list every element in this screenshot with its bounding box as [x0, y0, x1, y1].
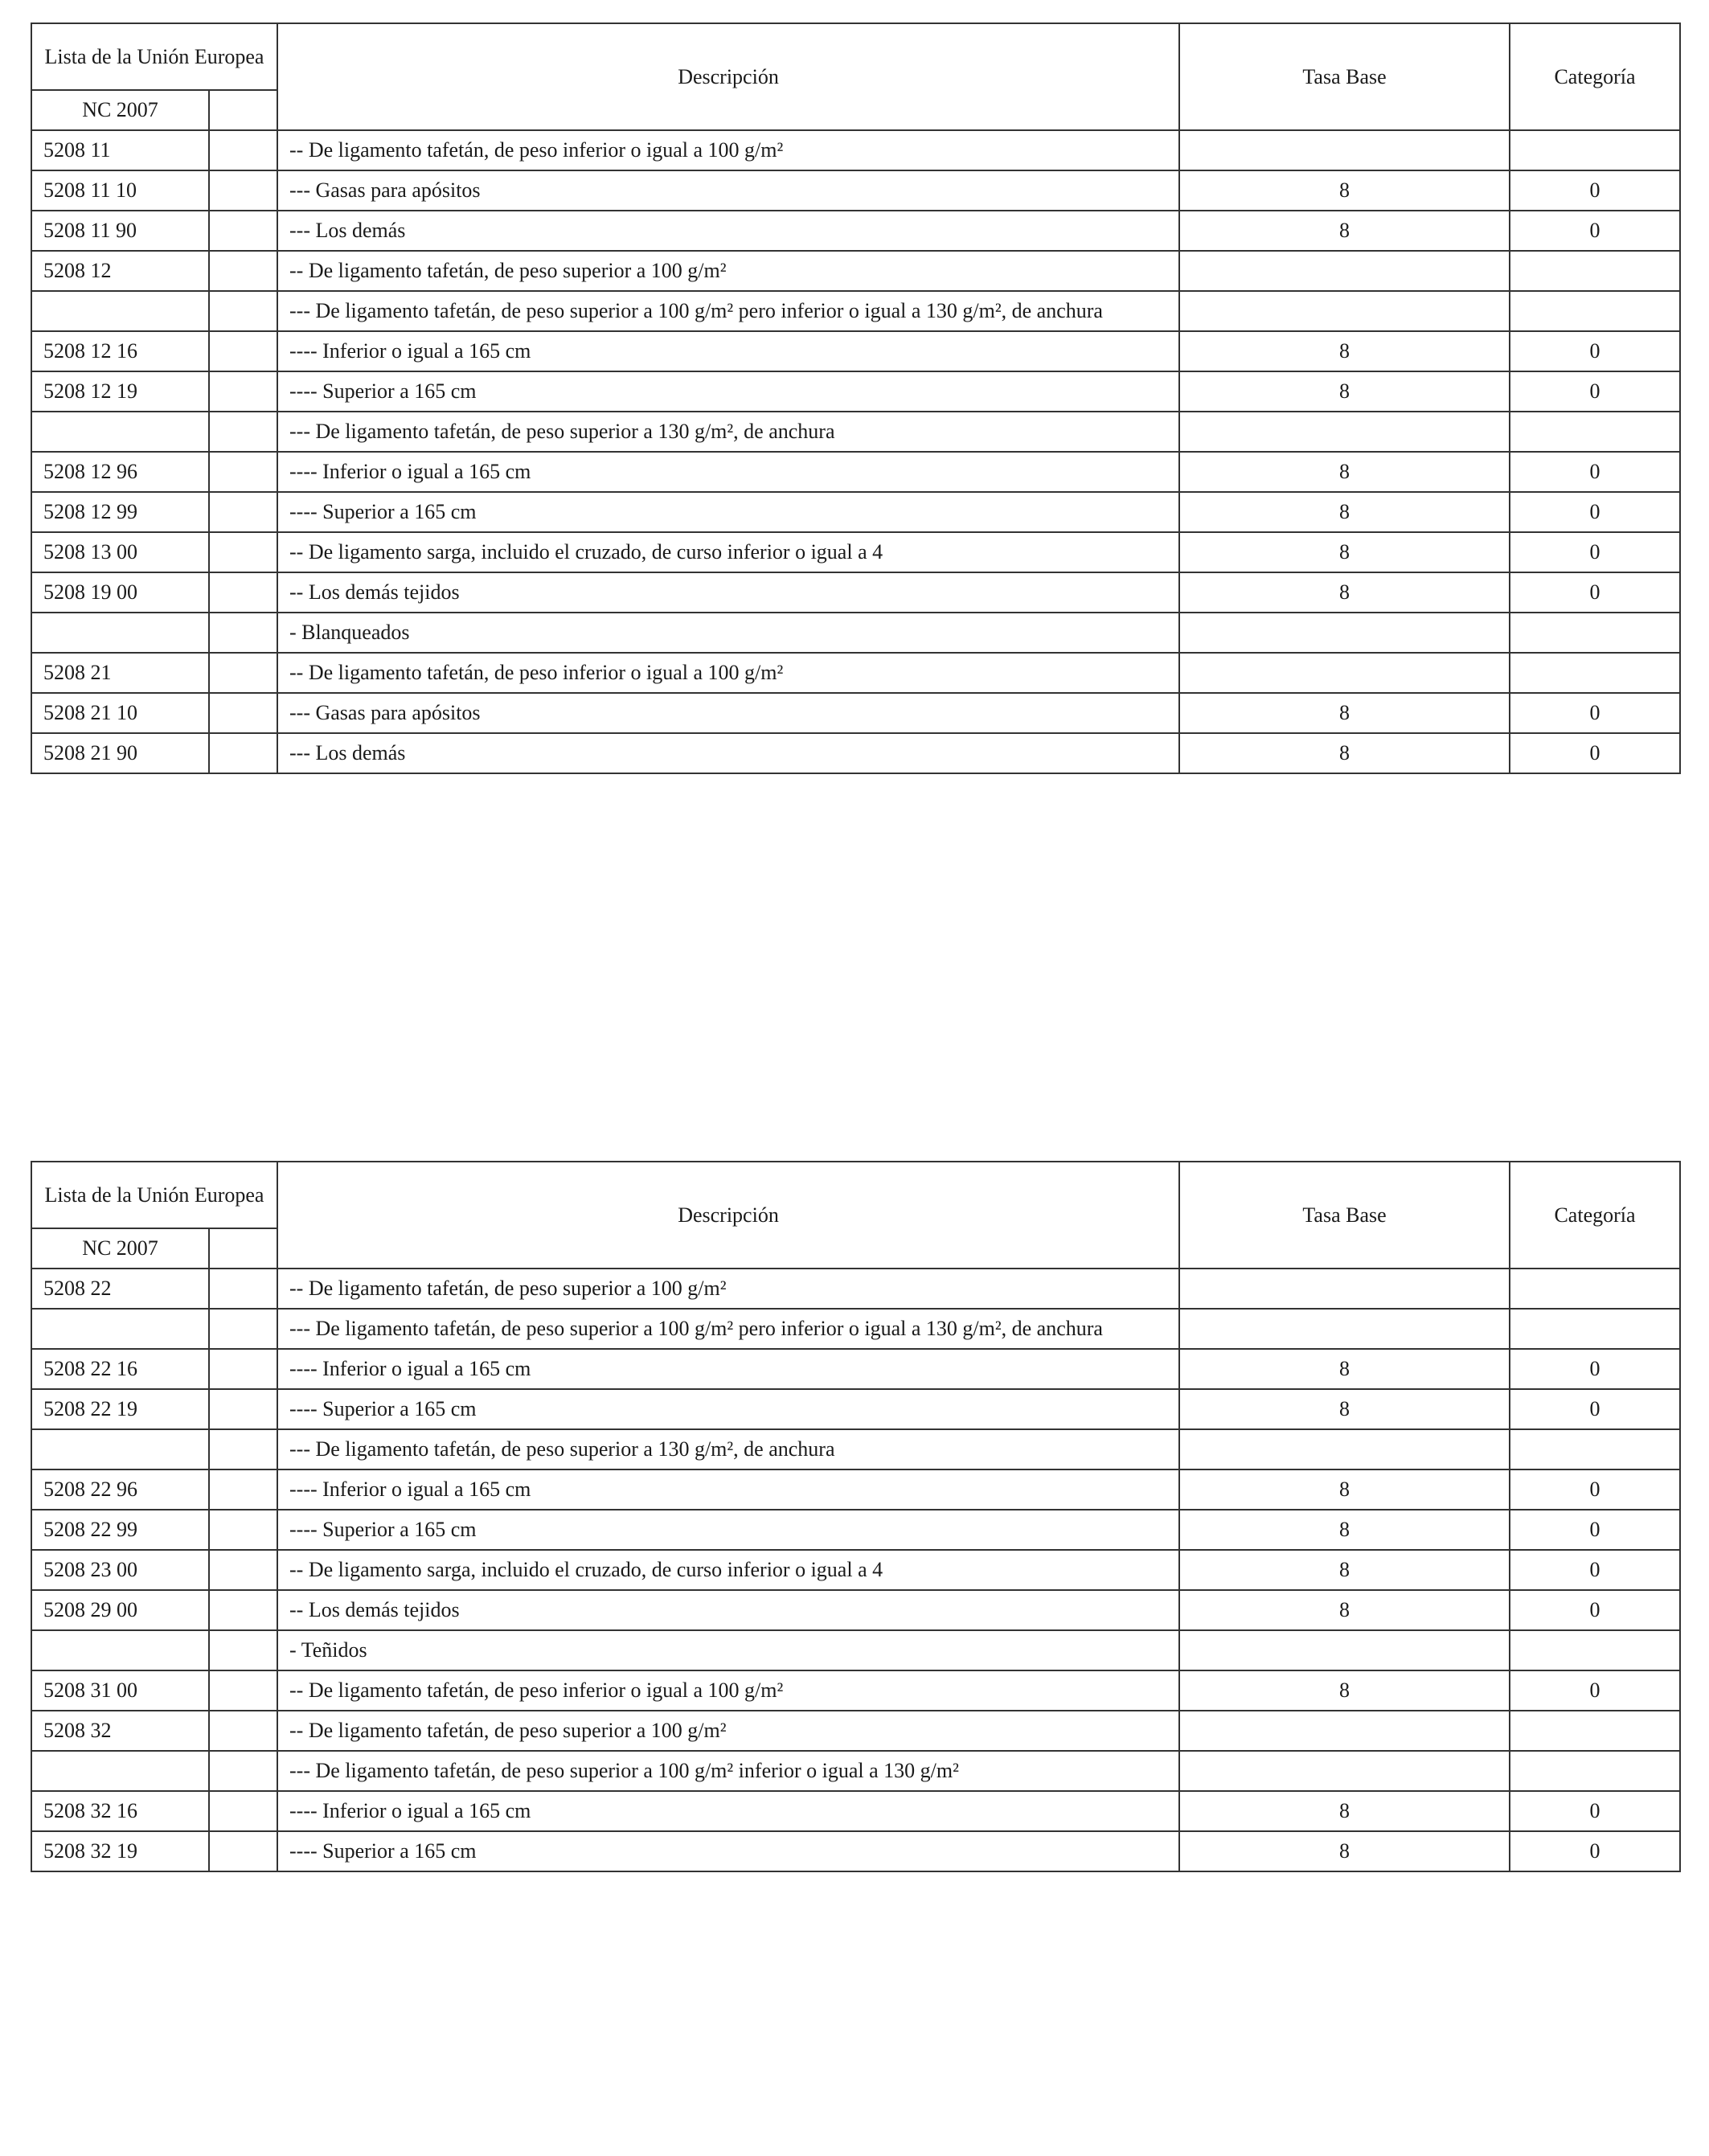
nc-code-cell	[31, 1630, 209, 1670]
table-row	[31, 291, 1680, 331]
table-row	[31, 1791, 1680, 1831]
category-cell: 0	[1510, 331, 1680, 371]
category-cell: 0	[1510, 1349, 1680, 1389]
base-rate-cell: 8	[1179, 211, 1510, 251]
table-row	[31, 371, 1680, 412]
blank-cell	[209, 452, 277, 492]
description-cell: -- De ligamento tafetán, de peso inferior o igual a 100 g/m²	[277, 653, 1179, 693]
category-cell	[1510, 291, 1680, 331]
nc-code-cell: 5208 22 96	[31, 1469, 209, 1510]
blank-cell	[209, 130, 277, 170]
category-cell	[1510, 251, 1680, 291]
base-rate-cell: 8	[1179, 371, 1510, 412]
table-row	[31, 653, 1680, 693]
blank-cell	[209, 1389, 277, 1429]
blank-cell	[209, 693, 277, 733]
description-cell: -- De ligamento tafetán, de peso inferior o igual a 100 g/m²	[277, 1670, 1179, 1711]
table-row	[31, 1389, 1680, 1429]
category-cell: 0	[1510, 572, 1680, 613]
base-rate-cell: 8	[1179, 170, 1510, 211]
category-cell: 0	[1510, 211, 1680, 251]
table-row	[31, 1269, 1680, 1309]
nc-code-cell: 5208 11 90	[31, 211, 209, 251]
eu-list-header: Lista de la Unión Europea	[31, 1162, 277, 1228]
base-rate-cell: 8	[1179, 1831, 1510, 1871]
category-cell: 0	[1510, 1550, 1680, 1590]
category-cell: 0	[1510, 1389, 1680, 1429]
nc-code-cell	[31, 412, 209, 452]
category-cell: 0	[1510, 452, 1680, 492]
category-cell	[1510, 1309, 1680, 1349]
description-cell: ---- Inferior o igual a 165 cm	[277, 452, 1179, 492]
nc-blank-header	[209, 90, 277, 130]
table-row	[31, 130, 1680, 170]
category-header: Categoría	[1510, 1162, 1680, 1269]
description-cell: ---- Inferior o igual a 165 cm	[277, 331, 1179, 371]
category-cell: 0	[1510, 492, 1680, 532]
base-rate-cell: 8	[1179, 1349, 1510, 1389]
table-row	[31, 1751, 1680, 1791]
nc-code-cell	[31, 1429, 209, 1469]
base-rate-cell: 8	[1179, 1670, 1510, 1711]
nc-code-cell	[31, 613, 209, 653]
nc-code-cell: 5208 12 99	[31, 492, 209, 532]
description-cell: -- Los demás tejidos	[277, 572, 1179, 613]
nc-code-cell: 5208 12 16	[31, 331, 209, 371]
blank-cell	[209, 532, 277, 572]
table-row	[31, 412, 1680, 452]
description-cell: - Blanqueados	[277, 613, 1179, 653]
table-row	[31, 331, 1680, 371]
blank-cell	[209, 412, 277, 452]
blank-cell	[209, 1751, 277, 1791]
blank-cell	[209, 331, 277, 371]
nc-code-cell: 5208 11	[31, 130, 209, 170]
blank-cell	[209, 291, 277, 331]
base-rate-cell	[1179, 613, 1510, 653]
category-cell	[1510, 1711, 1680, 1751]
nc-code-cell	[31, 1751, 209, 1791]
description-cell: ---- Inferior o igual a 165 cm	[277, 1791, 1179, 1831]
table-row	[31, 1831, 1680, 1871]
eu-list-header: Lista de la Unión Europea	[31, 23, 277, 90]
table-row	[31, 1630, 1680, 1670]
base-rate-cell: 8	[1179, 331, 1510, 371]
blank-cell	[209, 1590, 277, 1630]
blank-cell	[209, 1791, 277, 1831]
category-cell	[1510, 653, 1680, 693]
description-header: Descripción	[277, 1162, 1179, 1269]
base-rate-cell: 8	[1179, 1469, 1510, 1510]
category-cell	[1510, 613, 1680, 653]
base-rate-cell	[1179, 291, 1510, 331]
description-cell: --- Los demás	[277, 211, 1179, 251]
nc-code-cell	[31, 1309, 209, 1349]
base-rate-cell	[1179, 130, 1510, 170]
nc-code-cell	[31, 291, 209, 331]
table-row	[31, 251, 1680, 291]
description-cell: ---- Superior a 165 cm	[277, 1389, 1179, 1429]
table-row	[31, 170, 1680, 211]
base-rate-cell	[1179, 1429, 1510, 1469]
description-cell: ---- Inferior o igual a 165 cm	[277, 1469, 1179, 1510]
description-cell: --- Gasas para apósitos	[277, 170, 1179, 211]
nc-code-cell: 5208 32	[31, 1711, 209, 1751]
table-row	[31, 572, 1680, 613]
base-rate-cell	[1179, 1751, 1510, 1791]
category-cell	[1510, 130, 1680, 170]
description-cell: ---- Superior a 165 cm	[277, 1510, 1179, 1550]
blank-cell	[209, 211, 277, 251]
base-rate-cell	[1179, 1630, 1510, 1670]
description-cell: --- De ligamento tafetán, de peso superior a 130 g/m², de anchura	[277, 1429, 1179, 1469]
base-rate-cell: 8	[1179, 532, 1510, 572]
base-rate-cell: 8	[1179, 1389, 1510, 1429]
table-row	[31, 733, 1680, 773]
base-rate-cell: 8	[1179, 693, 1510, 733]
blank-cell	[209, 1831, 277, 1871]
nc-code-cell: 5208 19 00	[31, 572, 209, 613]
description-cell: -- De ligamento tafetán, de peso superior a 100 g/m²	[277, 1269, 1179, 1309]
category-cell: 0	[1510, 1590, 1680, 1630]
description-cell: --- De ligamento tafetán, de peso superior a 100 g/m² inferior o igual a 130 g/m²	[277, 1751, 1179, 1791]
table-row	[31, 1711, 1680, 1751]
nc-code-cell: 5208 12	[31, 251, 209, 291]
blank-cell	[209, 1309, 277, 1349]
description-cell: -- De ligamento sarga, incluido el cruzado, de curso inferior o igual a 4	[277, 532, 1179, 572]
category-cell: 0	[1510, 693, 1680, 733]
blank-cell	[209, 733, 277, 773]
category-cell: 0	[1510, 733, 1680, 773]
base-rate-cell	[1179, 1309, 1510, 1349]
blank-cell	[209, 251, 277, 291]
nc-code-cell: 5208 22 99	[31, 1510, 209, 1550]
nc-code-cell: 5208 31 00	[31, 1670, 209, 1711]
table-row	[31, 1510, 1680, 1550]
nc-code-cell: 5208 32 19	[31, 1831, 209, 1871]
blank-cell	[209, 1349, 277, 1389]
category-cell: 0	[1510, 1831, 1680, 1871]
description-header: Descripción	[277, 23, 1179, 130]
category-cell	[1510, 1429, 1680, 1469]
table-row	[31, 1429, 1680, 1469]
category-cell: 0	[1510, 1670, 1680, 1711]
category-cell: 0	[1510, 1510, 1680, 1550]
table-row	[31, 1349, 1680, 1389]
description-cell: --- De ligamento tafetán, de peso superior a 100 g/m² pero inferior o igual a 130 g/m², de anchura	[277, 1309, 1179, 1349]
table-row	[31, 1550, 1680, 1590]
blank-cell	[209, 1711, 277, 1751]
nc-2007-header: NC 2007	[31, 90, 209, 130]
blank-cell	[209, 1670, 277, 1711]
nc-code-cell: 5208 23 00	[31, 1550, 209, 1590]
description-cell: ---- Superior a 165 cm	[277, 1831, 1179, 1871]
blank-cell	[209, 1469, 277, 1510]
description-cell: ---- Inferior o igual a 165 cm	[277, 1349, 1179, 1389]
base-rate-cell	[1179, 653, 1510, 693]
blank-cell	[209, 653, 277, 693]
base-rate-cell	[1179, 1711, 1510, 1751]
table-row	[31, 211, 1680, 251]
table-row	[31, 1590, 1680, 1630]
nc-code-cell: 5208 22 16	[31, 1349, 209, 1389]
tariff-table-1	[31, 23, 1681, 774]
base-rate-cell: 8	[1179, 1550, 1510, 1590]
category-cell: 0	[1510, 1469, 1680, 1510]
base-rate-cell: 8	[1179, 1590, 1510, 1630]
table-row	[31, 1309, 1680, 1349]
blank-cell	[209, 1510, 277, 1550]
table-row	[31, 1469, 1680, 1510]
table-row	[31, 1670, 1680, 1711]
base-rate-cell: 8	[1179, 492, 1510, 532]
description-cell: --- Gasas para apósitos	[277, 693, 1179, 733]
description-cell: -- Los demás tejidos	[277, 1590, 1179, 1630]
nc-code-cell: 5208 21	[31, 653, 209, 693]
category-cell: 0	[1510, 170, 1680, 211]
table-row	[31, 532, 1680, 572]
nc-code-cell: 5208 12 19	[31, 371, 209, 412]
blank-cell	[209, 613, 277, 653]
category-cell	[1510, 412, 1680, 452]
blank-cell	[209, 492, 277, 532]
base-rate-header: Tasa Base	[1179, 23, 1510, 130]
base-rate-cell: 8	[1179, 452, 1510, 492]
nc-code-cell: 5208 32 16	[31, 1791, 209, 1831]
description-cell: -- De ligamento tafetán, de peso superior a 100 g/m²	[277, 251, 1179, 291]
blank-cell	[209, 1550, 277, 1590]
base-rate-header: Tasa Base	[1179, 1162, 1510, 1269]
blank-cell	[209, 170, 277, 211]
blank-cell	[209, 371, 277, 412]
nc-code-cell: 5208 21 90	[31, 733, 209, 773]
nc-code-cell: 5208 11 10	[31, 170, 209, 211]
description-cell: ---- Superior a 165 cm	[277, 371, 1179, 412]
nc-code-cell: 5208 29 00	[31, 1590, 209, 1630]
blank-cell	[209, 1630, 277, 1670]
table-row	[31, 492, 1680, 532]
table-row	[31, 613, 1680, 653]
description-cell: --- De ligamento tafetán, de peso superior a 100 g/m² pero inferior o igual a 130 g/m², de anchura	[277, 291, 1179, 331]
category-cell	[1510, 1630, 1680, 1670]
description-cell: -- De ligamento tafetán, de peso inferior o igual a 100 g/m²	[277, 130, 1179, 170]
description-cell: --- Los demás	[277, 733, 1179, 773]
blank-cell	[209, 1429, 277, 1469]
table-row	[31, 452, 1680, 492]
description-cell: ---- Superior a 165 cm	[277, 492, 1179, 532]
base-rate-cell: 8	[1179, 1791, 1510, 1831]
base-rate-cell: 8	[1179, 1510, 1510, 1550]
nc-code-cell: 5208 12 96	[31, 452, 209, 492]
description-cell: --- De ligamento tafetán, de peso superior a 130 g/m², de anchura	[277, 412, 1179, 452]
nc-blank-header	[209, 1228, 277, 1269]
description-cell: - Teñidos	[277, 1630, 1179, 1670]
tariff-table-2	[31, 1161, 1681, 1872]
nc-code-cell: 5208 22 19	[31, 1389, 209, 1429]
nc-code-cell: 5208 22	[31, 1269, 209, 1309]
blank-cell	[209, 1269, 277, 1309]
category-header: Categoría	[1510, 23, 1680, 130]
category-cell: 0	[1510, 371, 1680, 412]
base-rate-cell: 8	[1179, 572, 1510, 613]
nc-2007-header: NC 2007	[31, 1228, 209, 1269]
base-rate-cell: 8	[1179, 733, 1510, 773]
description-cell: -- De ligamento sarga, incluido el cruzado, de curso inferior o igual a 4	[277, 1550, 1179, 1590]
table-row	[31, 693, 1680, 733]
base-rate-cell	[1179, 412, 1510, 452]
category-cell	[1510, 1751, 1680, 1791]
nc-code-cell: 5208 13 00	[31, 532, 209, 572]
category-cell	[1510, 1269, 1680, 1309]
category-cell: 0	[1510, 1791, 1680, 1831]
description-cell: -- De ligamento tafetán, de peso superior a 100 g/m²	[277, 1711, 1179, 1751]
nc-code-cell: 5208 21 10	[31, 693, 209, 733]
category-cell: 0	[1510, 532, 1680, 572]
base-rate-cell	[1179, 251, 1510, 291]
blank-cell	[209, 572, 277, 613]
base-rate-cell	[1179, 1269, 1510, 1309]
